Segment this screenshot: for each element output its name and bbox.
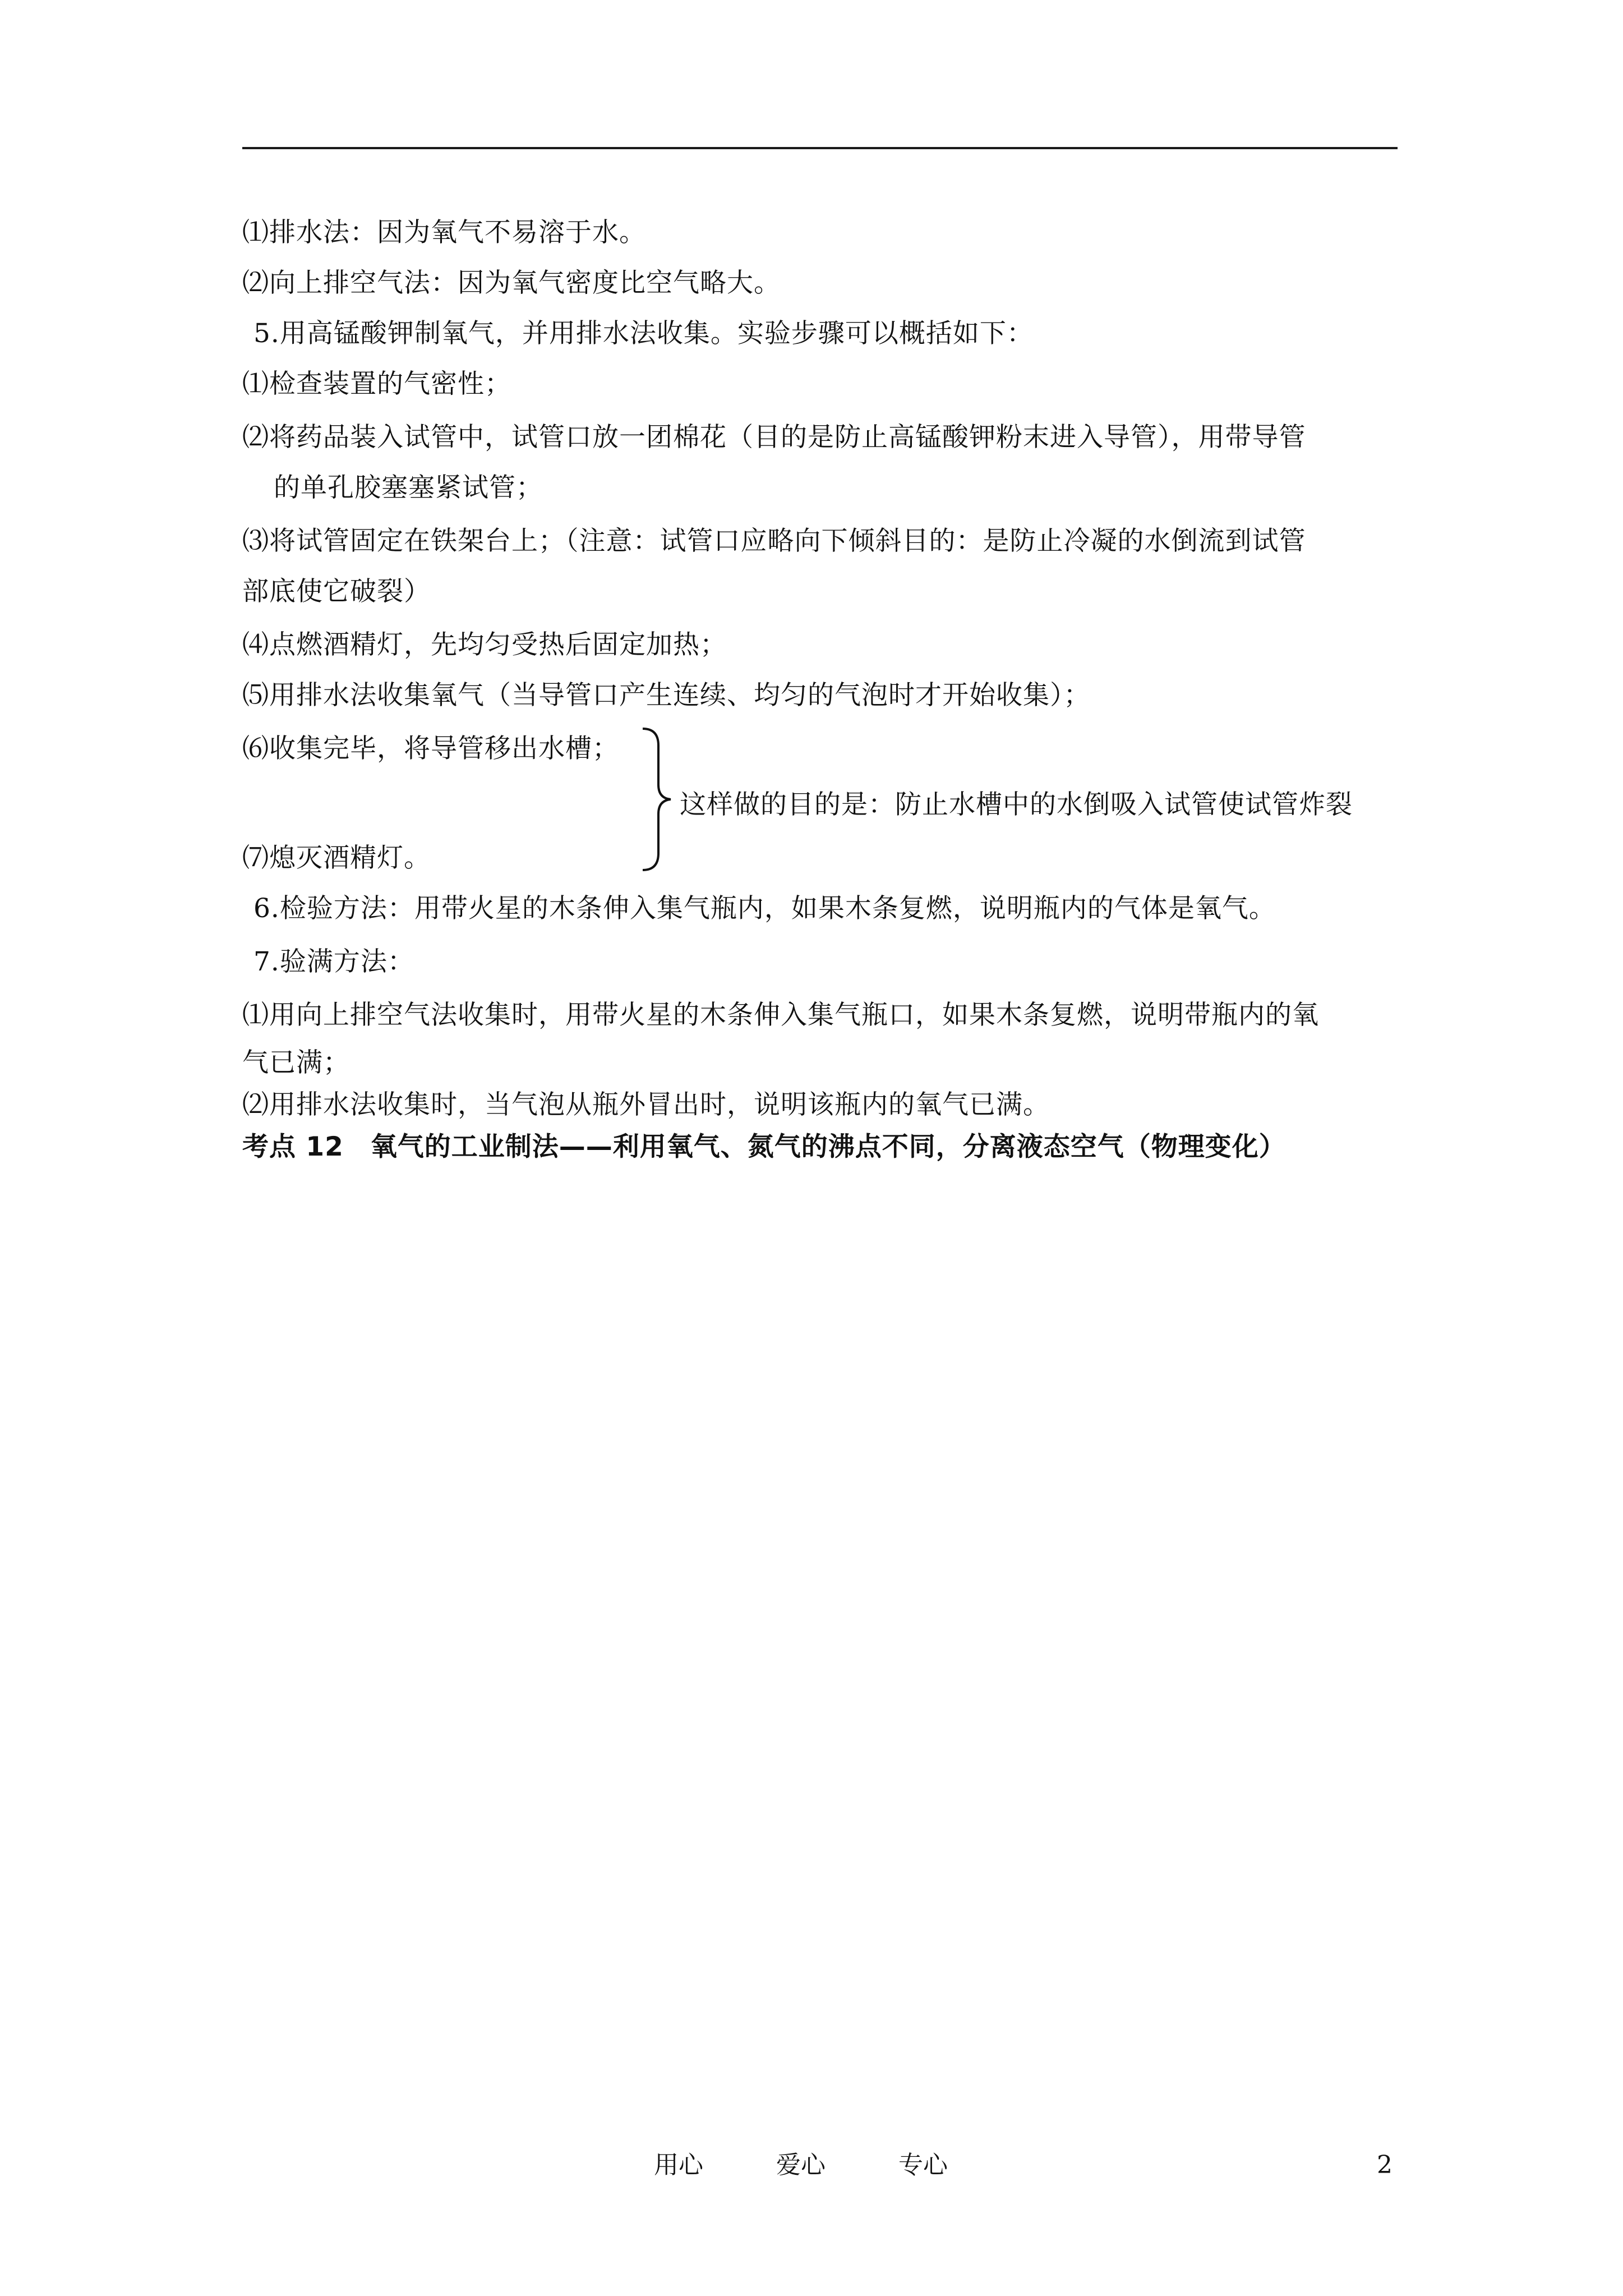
page-number: 2 [1377,2151,1393,2179]
text-line-upward-air-method: ⑵向上排空气法：因为氧气密度比空气略大。 [242,268,781,298]
text-line-drainage-method: ⑴排水法：因为氧气不易溶于水。 [242,217,646,248]
header-rule [242,147,1398,149]
step-6: ⑹收集完毕，将导管移出水槽； [242,733,619,764]
step-5: ⑸用排水法收集氧气（当导管口产生连续、均匀的气泡时才开始收集）； [242,680,1091,711]
motto-word-2: 爱心 [776,2151,826,2179]
right-brace-icon [639,726,673,872]
full-check-2: ⑵用排水法收集时，当气泡从瓶外冒出时，说明该瓶内的氧气已满。 [242,1089,1050,1120]
step-2-line-1: ⑵将药品装入试管中，试管口放一团棉花（目的是防止高锰酸钾粉末进入导管），用带导管 [242,422,1306,453]
section-5-heading: 5.用高锰酸钾制氧气，并用排水法收集。实验步骤可以概括如下： [253,318,1034,349]
full-check-1-line-2: 气已满； [242,1047,350,1078]
topic-12-heading: 考点 12 氧气的工业制法——利用氧气、氮气的沸点不同，分离液态空气（物理变化） [242,1131,1286,1162]
step-3-line-1: ⑶将试管固定在铁架台上；（注意：试管口应略向下倾斜目的：是防止冷凝的水倒流到试管 [242,526,1306,556]
step-7: ⑺熄灭酒精灯。 [242,843,431,873]
step-4: ⑷点燃酒精灯，先均匀受热后固定加热； [242,629,727,660]
step-3-line-2: 部底使它破裂） [242,576,431,607]
motto-word-3: 专心 [898,2151,948,2179]
footer-motto [654,2150,948,2181]
motto-word-1: 用心 [654,2151,703,2179]
step-1: ⑴检查装置的气密性； [242,369,511,399]
section-6-test-method: 6.检验方法：用带火星的木条伸入集气瓶内，如果木条复燃，说明瓶内的气体是氧气。 [253,893,1276,924]
section-7-heading: 7.验满方法： [253,946,414,977]
brace-note: 这样做的目的是：防止水槽中的水倒吸入试管使试管炸裂 [680,789,1353,820]
full-check-1-line-1: ⑴用向上排空气法收集时，用带火星的木条伸入集气瓶口，如果木条复燃，说明带瓶内的氧 [242,1000,1319,1030]
step-2-line-2: 的单孔胶塞塞紧试管； [274,472,543,503]
